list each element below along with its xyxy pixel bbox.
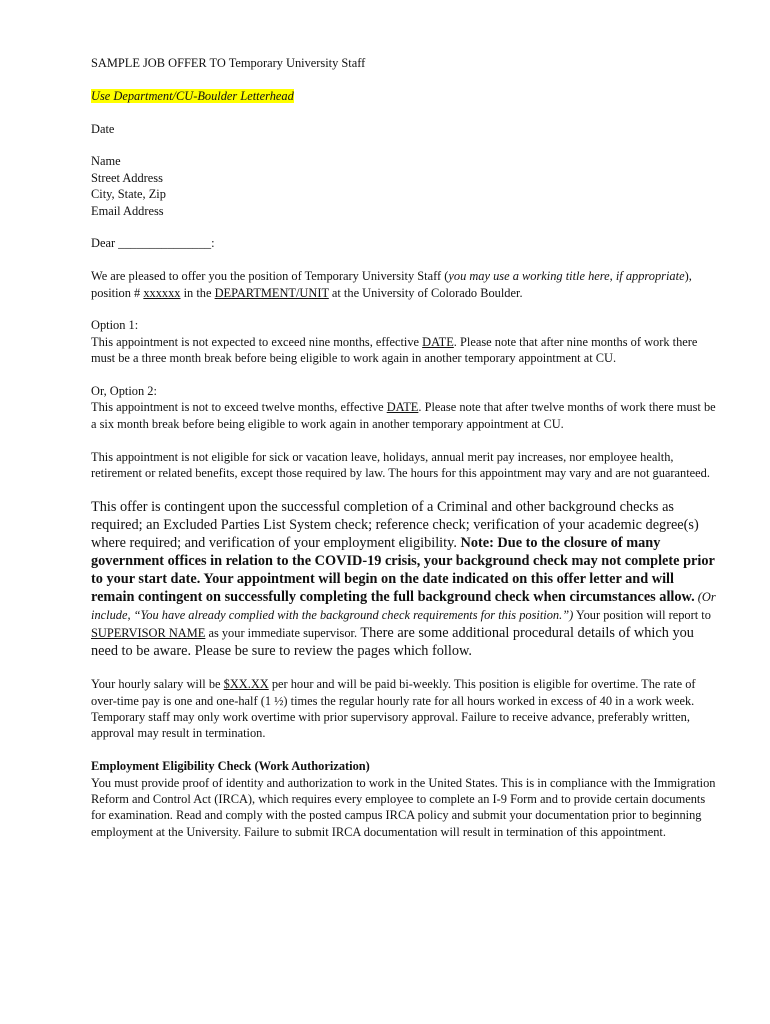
covid-note: Note: Due to the closure of many government offices in relation to the COVID-19 crisis, your background check may not complete prior to your start date. Your appointment will begin on the date indicated on this offer letter and will remain contingent on successfully completing the full background check when circumstances allow. [91,534,715,605]
intro-text-4: at the University of Colorado Boulder. [328,285,523,300]
salary-paragraph [91,676,716,742]
contingent-text-2: Your position will report to [573,607,711,622]
contingent-text-1: This offer is contingent upon the successful completion of a Criminal and other background checks as required; an Excluded Parties List System check; reference check; verification of your academic degree(s) where required; and verification of your employment eligibility. [91,498,699,551]
eligibility-heading: Employment Eligibility Check (Work Authorization) [91,759,370,774]
salutation: Dear _______________: [91,236,215,251]
eligibility-section [91,758,716,840]
date-label: Date [91,121,115,136]
intro-text-1: We are pleased to offer you the position of Temporary University Staff ( [91,269,449,284]
option-1-text-2: . Please note that after nine months of work there must be a three month break before being eligible to work again in another temporary appointment at CU. [91,334,698,366]
position-number: xxxxxx [143,285,181,300]
letterhead-note-line [91,88,716,104]
option-2-text-2: . Please note that after twelve months of work there must be a six month break before being eligible to work again in another temporary appointment at CU. [91,400,716,431]
contingent-text-3: as your immediate supervisor. [205,625,358,640]
option-1-text-1: This appointment is not expected to exceed nine months, effective [91,334,423,349]
option-1-date: DATE [422,334,454,349]
salary-text-2: per hour and will be paid bi-weekly. This position is eligible for overtime. The rate of over-time pay is one and one-half (1 ½) times the regular hourly rate for all hours worked in excess of 40 in a work week. Temporary staff may only work overtime with prior supervisory approval. Failure to receive advance, preferably written, approval may result in termination. [91,677,696,741]
option-1-body [91,334,716,367]
intro-paragraph [91,268,716,301]
intro-italic: you may use a working title here, if appropriate [448,269,685,284]
supervisor-name: SUPERVISOR NAME [91,625,206,640]
option-2 [91,383,716,432]
address-block [91,153,716,219]
address-street: Street Address [91,170,163,185]
eligibility-body: You must provide proof of identity and authorization to work in the United States. This is in compliance with the Immigration Reform and Control Act (IRCA), which requires every employee to complete an I-9 Form and to provide certain documents for examination. Read and comply with the posted campus IRCA policy and submit your documentation prior to beginning employment at the University. Failure to submit IRCA documentation will result in termination of this appointment. [91,775,716,839]
contingent-text-4: There are some additional procedural details of which you need to be aware. Please be sure to review the pages which follow. [91,624,694,659]
department-unit: DEPARTMENT/UNIT [214,285,329,300]
document-title: SAMPLE JOB OFFER TO Temporary University Staff [91,56,366,70]
option-2-date: DATE [386,400,419,415]
option-1 [91,317,716,366]
contingent-paragraph [91,498,716,660]
letterhead-note: Use Department/CU-Boulder Letterhead [91,88,294,103]
benefits-paragraph: This appointment is not eligible for sick or vacation leave, holidays, annual merit pay increases, nor employee health, retirement or related benefits, except those required by law. The hours for this appointment may vary and are not guaranteed. [91,449,710,481]
option-2-body [91,399,716,432]
offer-letter [91,55,716,840]
address-name: Name [91,154,121,169]
option-2-text-1: This appointment is not to exceed twelve months, effective [91,400,387,415]
contingent-italic: (Or include, “You have already complied with the background check requirements for this position.”) [91,589,716,622]
option-1-heading: Option 1: [91,318,139,333]
intro-text-3: in the [180,285,215,300]
address-email: Email Address [91,203,164,218]
hourly-amount: $XX.XX [223,677,269,692]
intro-text-2: ), position # [91,269,692,300]
address-city: City, State, Zip [91,187,166,202]
salary-text-1: Your hourly salary will be [91,677,224,692]
option-2-heading: Or, Option 2: [91,384,157,399]
